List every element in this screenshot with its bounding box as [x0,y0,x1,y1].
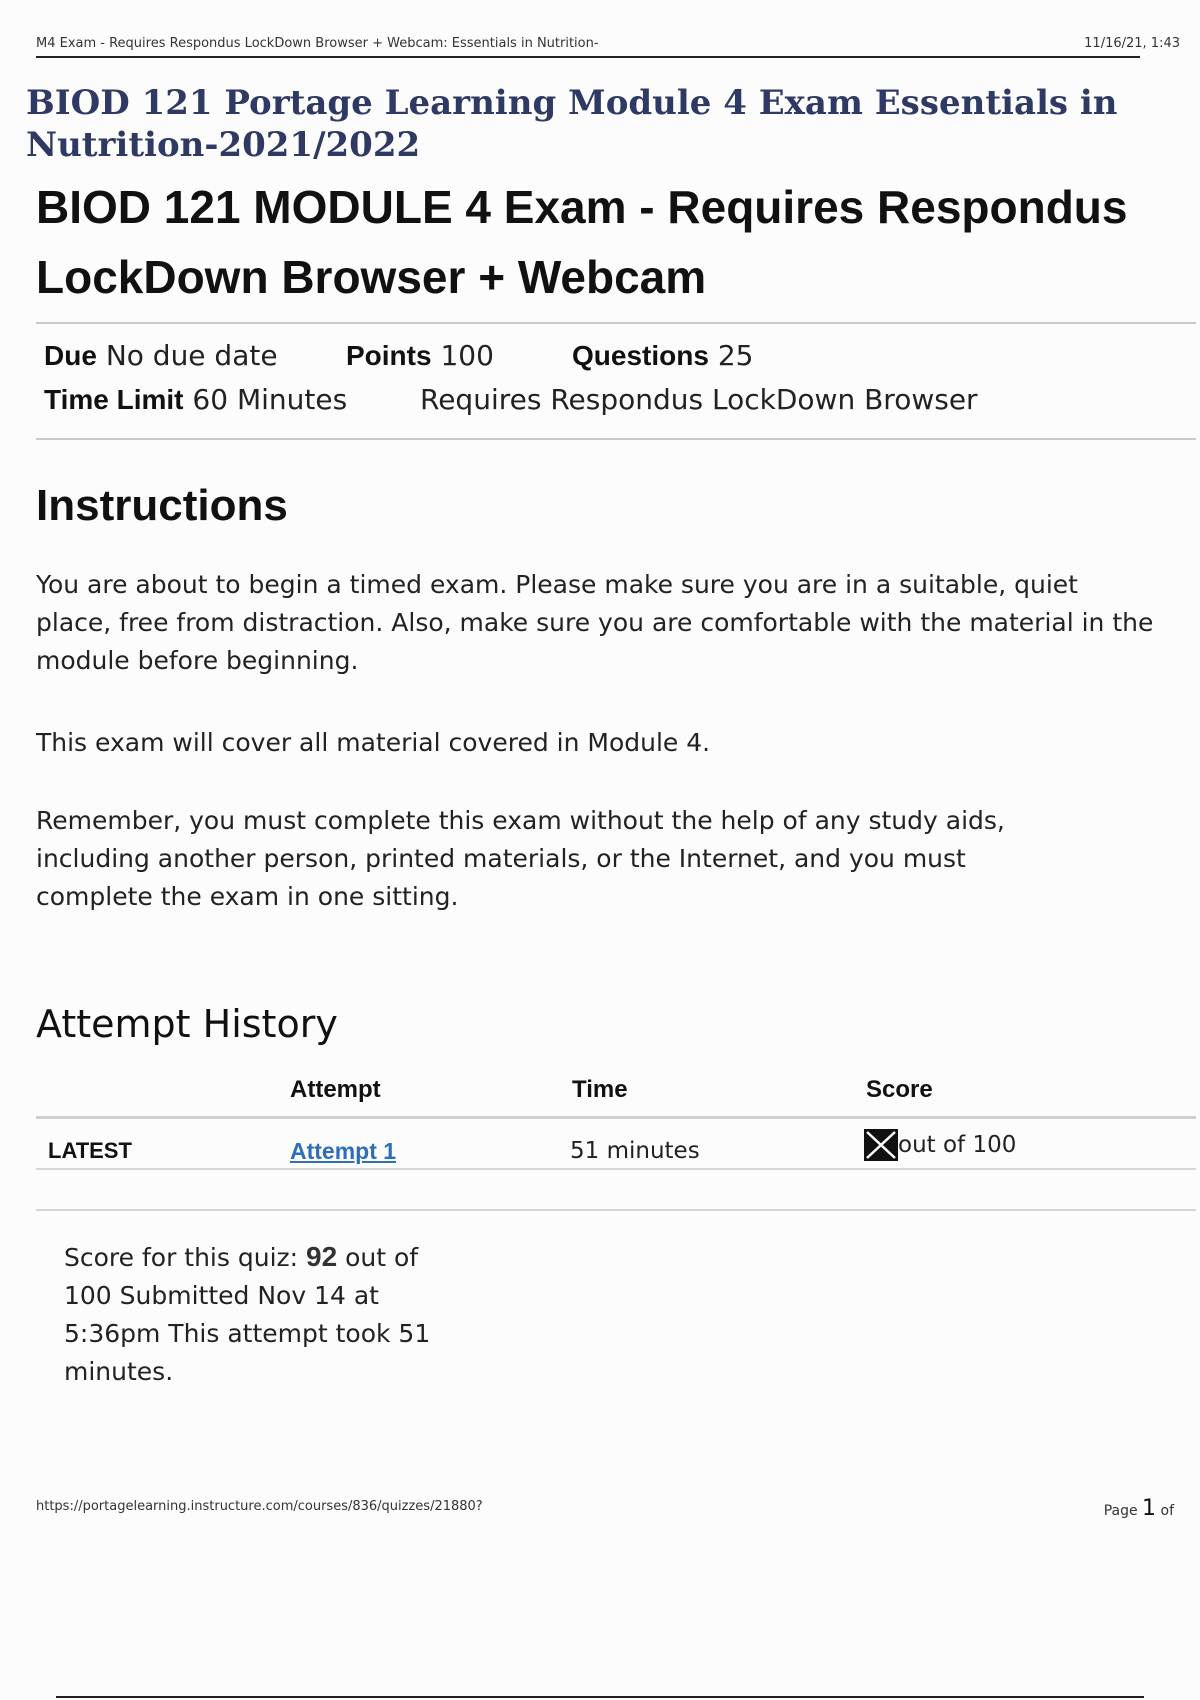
footer-page-number [1104,1496,1174,1521]
attempt-history-heading: Attempt History [36,1002,338,1046]
score-summary-details: out of 100 Submitted Nov 14 at 5:36pm This attempt took 51 minutes. [64,1243,431,1386]
print-header [36,34,1180,58]
details-bottom-divider [36,438,1196,440]
table-header-divider [36,1116,1196,1119]
column-header-time: Time [572,1076,628,1103]
points-value: 100 [440,339,494,372]
points-detail [346,338,494,374]
column-header-score: Score [866,1076,933,1103]
score-value: 92 [306,1241,338,1272]
score-summary [64,1238,464,1391]
time-limit-value: 60 Minutes [192,383,348,416]
instructions-paragraph: This exam will cover all material covered in Module 4. [36,728,711,757]
broken-image-icon [864,1129,898,1161]
quiz-title: BIOD 121 MODULE 4 Exam - Requires Respondus LockDown Browser + Webcam [36,181,1128,303]
score-summary-prefix: Score for this quiz: [64,1243,307,1272]
due-label: Due [44,340,97,371]
column-header-attempt: Attempt [290,1076,381,1103]
page-of: of [1160,1503,1174,1519]
due-detail [44,338,278,374]
document-title: BIOD 121 Portage Learning Module 4 Exam Essentials in Nutrition-2021/2022 [26,83,1118,165]
table-bottom-divider [36,1209,1196,1211]
time-limit-detail [44,382,347,418]
footer-url: https://portagelearning.instructure.com/courses/836/quizzes/21880? [36,1499,483,1514]
page-label: Page [1103,1503,1138,1519]
time-limit-label: Time Limit [44,384,184,415]
questions-label: Questions [572,340,709,371]
lockdown-requirement: Requires Respondus LockDown Browser [420,383,978,416]
print-header-date: 11/16/21, 1:43 [1084,36,1180,51]
print-header-title: M4 Exam - Requires Respondus LockDown Browser + Webcam: Essentials in Nutrition- [36,36,599,51]
details-top-divider [36,322,1196,324]
instructions-paragraph: You are about to begin a timed exam. Please make sure you are in a suitable, quiet place, free from distraction. Also, make sure you are comfortable with the material in the module before beginning. [36,570,1154,675]
bottom-divider [56,1696,1144,1698]
points-label: Points [346,340,432,371]
attempt-score [864,1128,1016,1162]
due-value: No due date [105,339,278,372]
latest-label: LATEST [48,1138,132,1163]
print-header-divider [36,56,1140,58]
instructions-heading: Instructions [36,481,288,530]
attempt-time: 51 minutes [570,1138,700,1164]
questions-value: 25 [717,339,754,372]
table-row-divider [36,1168,1196,1170]
instructions-paragraph: Remember, you must complete this exam without the help of any study aids, including another person, printed materials, or the Internet, and you must complete the exam in one sitting. [36,806,1005,911]
page-number: 1 [1142,1496,1157,1521]
questions-detail [572,338,753,374]
score-out-of: out of 100 [898,1132,1017,1158]
attempt-1-link[interactable]: Attempt 1 [290,1138,397,1164]
